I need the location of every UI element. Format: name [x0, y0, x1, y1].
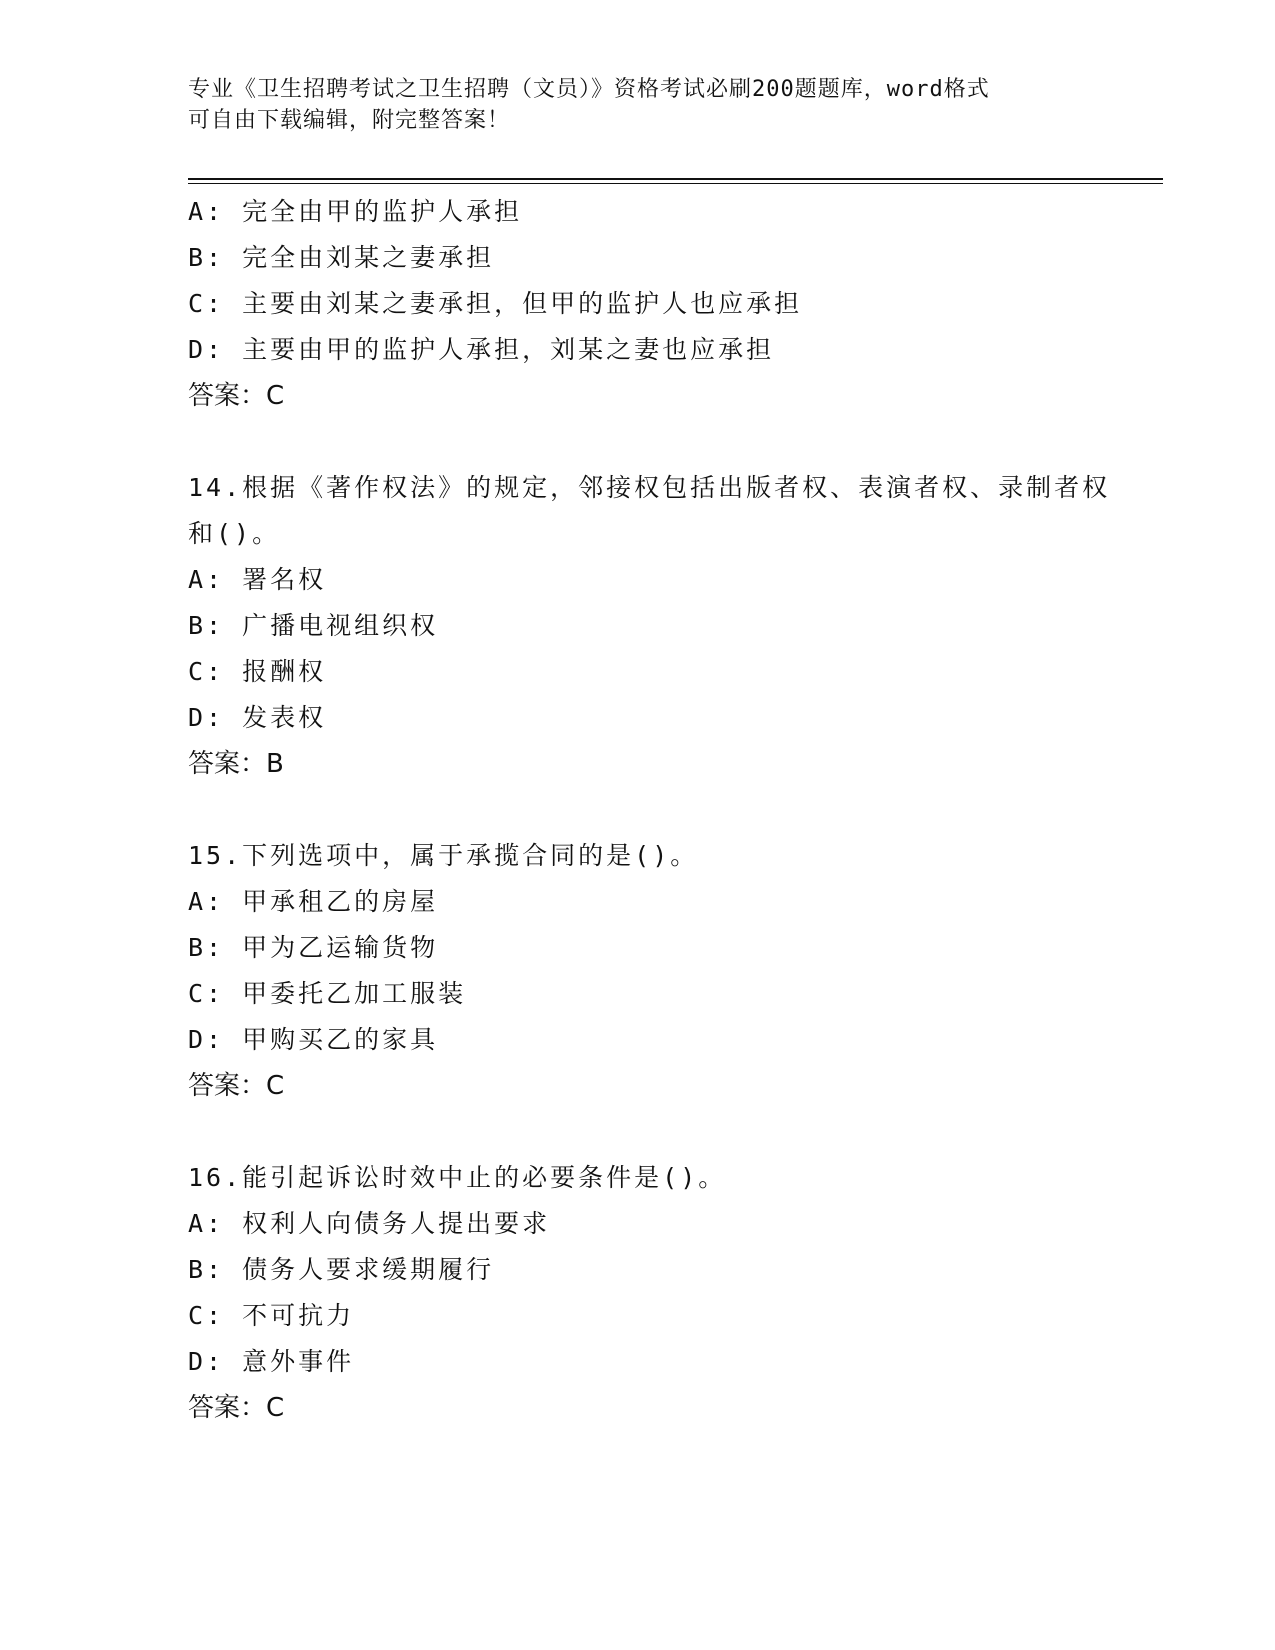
option-d: D: 意外事件: [188, 1347, 355, 1376]
header-title-line-1: 专业《卫生招聘考试之卫生招聘（文员）》资格考试必刷200题题库，word格式: [188, 77, 990, 102]
option-b: B: 广播电视组织权: [188, 611, 439, 640]
option-d: D: 甲购买乙的家具: [188, 1025, 439, 1054]
answer-line: 答案：C: [188, 1393, 285, 1423]
option-d: D: 发表权: [188, 703, 327, 732]
option-d: D: 主要由甲的监护人承担，刘某之妻也应承担: [188, 335, 775, 364]
spacer: [188, 419, 1138, 465]
document-header: [188, 74, 1088, 136]
spacer: [188, 1109, 1138, 1155]
question-16: [188, 1155, 1138, 1431]
option-c: C: 主要由刘某之妻承担，但甲的监护人也应承担: [188, 289, 803, 318]
option-c: C: 甲委托乙加工服装: [188, 979, 467, 1008]
option-c: C: 不可抗力: [188, 1301, 355, 1330]
question-stem: 14.根据《著作权法》的规定，邻接权包括出版者权、表演者权、录制者权和()。: [188, 473, 1111, 548]
question-stem: 15.下列选项中，属于承揽合同的是()。: [188, 841, 699, 870]
option-b: B: 甲为乙运输货物: [188, 933, 439, 962]
option-c: C: 报酬权: [188, 657, 327, 686]
answer-line: 答案：C: [188, 1071, 285, 1101]
question-13: [188, 189, 1138, 419]
option-a: A: 权利人向债务人提出要求: [188, 1209, 551, 1238]
option-a: A: 甲承租乙的房屋: [188, 887, 439, 916]
option-b: B: 完全由刘某之妻承担: [188, 243, 495, 272]
question-14: [188, 465, 1138, 787]
answer-line: 答案：C: [188, 381, 285, 411]
header-title-line-2: 可自由下载编辑，附完整答案！: [188, 108, 511, 133]
option-b: B: 债务人要求缓期履行: [188, 1255, 495, 1284]
question-list: [188, 189, 1138, 1431]
header-divider-thin: [188, 183, 1163, 184]
answer-line: 答案：B: [188, 749, 284, 779]
option-a: A: 完全由甲的监护人承担: [188, 197, 523, 226]
header-divider: [188, 178, 1163, 180]
spacer: [188, 787, 1138, 833]
question-stem: 16.能引起诉讼时效中止的必要条件是()。: [188, 1163, 727, 1192]
question-15: [188, 833, 1138, 1109]
option-a: A: 署名权: [188, 565, 327, 594]
